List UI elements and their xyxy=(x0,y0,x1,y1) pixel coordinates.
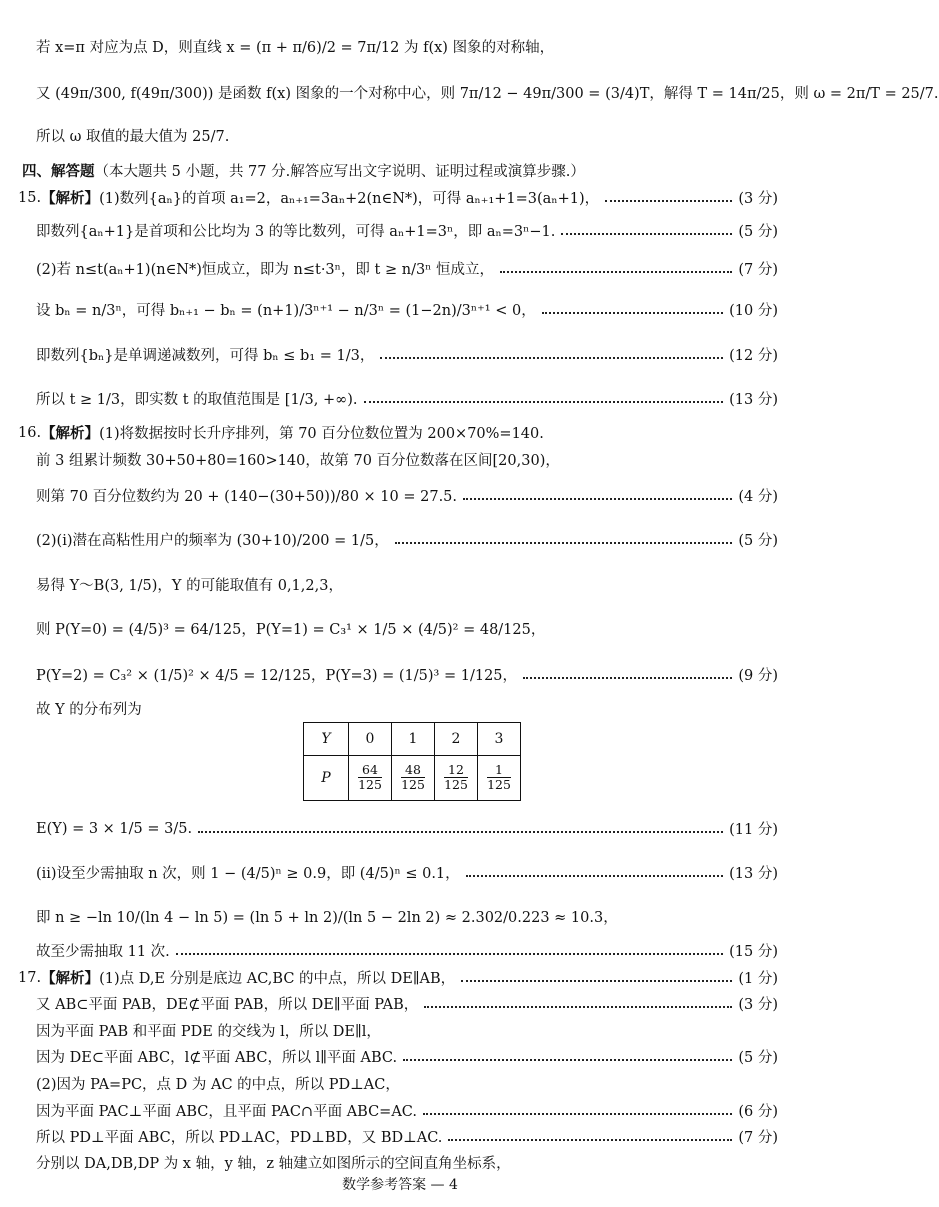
line-text: (ⅱ)设至少需抽取 n 次，则 1 − (4/5)ⁿ ≥ 0.9，即 (4/5)ⁿ ≤ 0.1， xyxy=(36,866,460,882)
numerator: 64 xyxy=(358,763,382,777)
line-text: E(Y) = 3 × 1/5 = 3/5. xyxy=(36,820,193,837)
solution-line xyxy=(36,529,778,550)
text-line xyxy=(36,36,778,57)
line-text: 又 (49π/300, f(49π/300)) 是函数 f(x) 图象的一个对称中心，则 7π/12 − 49π/300 = (3/4)T，解得 T = 14π/25，则 ω = 2π/T = 25/7. xyxy=(36,86,939,102)
solution-line xyxy=(36,449,778,470)
score: (9 分) xyxy=(738,668,778,684)
table-cell xyxy=(435,756,478,801)
score: (5 分) xyxy=(738,533,778,549)
solution-line xyxy=(36,1073,778,1094)
denominator: 125 xyxy=(487,776,511,792)
leader-dots xyxy=(463,498,732,500)
score: (3 分) xyxy=(738,191,778,207)
solution-line xyxy=(36,906,778,927)
score: (15 分) xyxy=(729,944,778,960)
solution-line xyxy=(36,344,778,365)
leader-dots xyxy=(542,312,723,314)
numerator: 12 xyxy=(444,763,468,777)
solution-line xyxy=(36,993,778,1014)
score: (4 分) xyxy=(738,489,778,505)
distribution-table xyxy=(303,722,521,801)
solution-line xyxy=(36,220,778,241)
line-text: 分别以 DA,DB,DP 为 x 轴，y 轴，z 轴建立如图所示的空间直角坐标系， xyxy=(36,1156,511,1172)
question-number: 15. xyxy=(18,189,42,206)
table-row xyxy=(304,756,521,801)
table-row-label: P xyxy=(304,756,349,801)
score: (13 分) xyxy=(729,866,778,882)
leader-dots xyxy=(448,1139,732,1141)
denominator: 125 xyxy=(401,776,425,792)
table-header-cell: 3 xyxy=(478,723,521,756)
leader-dots xyxy=(403,1059,732,1061)
solution-line xyxy=(36,1100,778,1121)
analysis-tag: 【解析】 xyxy=(41,970,100,987)
solution-line xyxy=(36,1152,778,1173)
score: (5 分) xyxy=(738,1050,778,1066)
numerator: 48 xyxy=(401,763,425,777)
solution-line xyxy=(36,1126,778,1147)
denominator: 125 xyxy=(444,776,468,792)
analysis-tag: 【解析】 xyxy=(41,190,100,207)
section-title: 四、解答题 xyxy=(22,163,95,180)
line-text: (1)点 D,E 分别是底边 AC,BC 的中点，所以 DE∥AB， xyxy=(99,971,456,987)
section-heading xyxy=(22,160,778,181)
solution-line xyxy=(18,187,778,208)
line-text: (2)若 n≤t(aₙ+1)(n∈N*)恒成立，即为 n≤t·3ⁿ，即 t ≥ n/3ⁿ 恒成立， xyxy=(36,262,495,278)
line-text: 若 x=π 对应为点 D，则直线 x = (π + π/6)/2 = 7π/12 为 f(x) 图象的对称轴， xyxy=(36,40,555,56)
leader-dots xyxy=(198,831,723,833)
solution-line xyxy=(18,422,778,443)
page-footer: 数学参考答案 — 4 xyxy=(342,1177,458,1193)
line-text: 故至少需抽取 11 次. xyxy=(36,944,170,960)
solution-line xyxy=(36,574,778,595)
score: (7 分) xyxy=(738,1130,778,1146)
text-line xyxy=(36,125,778,146)
line-text: (1)数列{aₙ}的首项 a₁=2，aₙ₊₁=3aₙ+2(n∈N*)，可得 aₙ₊₁+1=3(aₙ+1)， xyxy=(99,191,600,207)
line-text: 前 3 组累计频数 30+50+80=160>140，故第 70 百分位数落在区间[20,30)， xyxy=(36,453,560,469)
leader-dots xyxy=(461,980,732,982)
solution-line xyxy=(36,818,778,839)
solution-line xyxy=(36,698,778,719)
solution-line xyxy=(36,664,778,685)
solution-line xyxy=(36,862,778,883)
line-text: (2)因为 PA=PC，点 D 为 AC 的中点，所以 PD⊥AC， xyxy=(36,1077,400,1093)
score: (3 分) xyxy=(738,997,778,1013)
line-text: 则第 70 百分位数约为 20 + (140−(30+50))/80 × 10 = 27.5. xyxy=(36,489,458,505)
text-line xyxy=(36,82,939,103)
score: (7 分) xyxy=(738,262,778,278)
table-header-cell: Y xyxy=(304,723,349,756)
leader-dots xyxy=(424,1006,732,1008)
solution-line xyxy=(36,388,778,409)
question-number: 16. xyxy=(18,424,42,441)
line-text: 所以 t ≥ 1/3，即实数 t 的取值范围是 [1/3, +∞). xyxy=(36,392,358,408)
score: (11 分) xyxy=(729,822,778,838)
line-text: 易得 Y～B(3, 1/5)，Y 的可能取值有 0,1,2,3， xyxy=(36,578,343,594)
numerator: 1 xyxy=(487,763,511,777)
line-text: 则 P(Y=0) = (4/5)³ = 64/125，P(Y=1) = C₃¹ × 1/5 × (4/5)² = 48/125， xyxy=(36,622,546,638)
table-row xyxy=(304,723,521,756)
line-text: 即数列{aₙ+1}是首项和公比均为 3 的等比数列，可得 aₙ+1=3ⁿ，即 aₙ=3ⁿ−1. xyxy=(36,224,556,240)
solution-line xyxy=(36,1020,778,1041)
leader-dots xyxy=(423,1113,732,1115)
solution-line xyxy=(36,618,778,639)
denominator: 125 xyxy=(358,776,382,792)
leader-dots xyxy=(176,953,723,955)
solution-line xyxy=(36,940,778,961)
line-text: 又 AB⊂平面 PAB，DE⊄平面 PAB，所以 DE∥平面 PAB， xyxy=(36,997,419,1013)
leader-dots xyxy=(561,233,732,235)
question-number: 17. xyxy=(18,969,42,986)
score: (10 分) xyxy=(729,303,778,319)
leader-dots xyxy=(395,542,733,544)
solution-line xyxy=(36,258,778,279)
line-text: P(Y=2) = C₃² × (1/5)² × 4/5 = 12/125，P(Y=3) = (1/5)³ = 1/125， xyxy=(36,668,518,684)
line-text: 即数列{bₙ}是单调递减数列，可得 bₙ ≤ b₁ = 1/3， xyxy=(36,348,375,364)
solution-line xyxy=(36,299,778,320)
leader-dots xyxy=(523,677,732,679)
line-text: 所以 PD⊥平面 ABC，所以 PD⊥AC，PD⊥BD，又 BD⊥AC. xyxy=(36,1130,443,1146)
analysis-tag: 【解析】 xyxy=(41,425,100,442)
table-cell xyxy=(478,756,521,801)
score: (1 分) xyxy=(738,971,778,987)
leader-dots xyxy=(605,200,732,202)
score: (13 分) xyxy=(729,392,778,408)
solution-line xyxy=(36,1046,778,1067)
table-cell xyxy=(349,756,392,801)
table-header-cell: 2 xyxy=(435,723,478,756)
line-text: 故 Y 的分布列为 xyxy=(36,702,142,718)
line-text: 因为平面 PAC⊥平面 ABC，且平面 PAC∩平面 ABC=AC. xyxy=(36,1104,417,1120)
leader-dots xyxy=(380,357,723,359)
score: (12 分) xyxy=(729,348,778,364)
line-text: (2)(ⅰ)潜在高粘性用户的频率为 (30+10)/200 = 1/5， xyxy=(36,533,389,549)
line-text: 所以 ω 取值的最大值为 25/7. xyxy=(36,129,230,145)
table-cell xyxy=(392,756,435,801)
line-text: 因为平面 PAB 和平面 PDE 的交线为 l，所以 DE∥l， xyxy=(36,1024,381,1040)
solution-line xyxy=(18,967,778,988)
score: (5 分) xyxy=(738,224,778,240)
leader-dots xyxy=(466,875,723,877)
section-note: （本大题共 5 小题，共 77 分.解答应写出文字说明、证明过程或演算步骤.） xyxy=(94,164,585,180)
leader-dots xyxy=(500,271,732,273)
score: (6 分) xyxy=(738,1104,778,1120)
line-text: 因为 DE⊂平面 ABC，l⊄平面 ABC，所以 l∥平面 ABC. xyxy=(36,1050,398,1066)
solution-line xyxy=(36,485,778,506)
table-header-cell: 1 xyxy=(392,723,435,756)
line-text: (1)将数据按时长升序排列，第 70 百分位数位置为 200×70%=140. xyxy=(99,426,544,442)
leader-dots xyxy=(364,401,724,403)
line-text: 即 n ≥ −ln 10/(ln 4 − ln 5) = (ln 5 + ln 2)/(ln 5 − 2ln 2) ≈ 2.302/0.223 ≈ 10.3， xyxy=(36,910,618,926)
table-header-cell: 0 xyxy=(349,723,392,756)
line-text: 设 bₙ = n/3ⁿ，可得 bₙ₊₁ − bₙ = (n+1)/3ⁿ⁺¹ − n/3ⁿ = (1−2n)/3ⁿ⁺¹ < 0， xyxy=(36,303,536,319)
